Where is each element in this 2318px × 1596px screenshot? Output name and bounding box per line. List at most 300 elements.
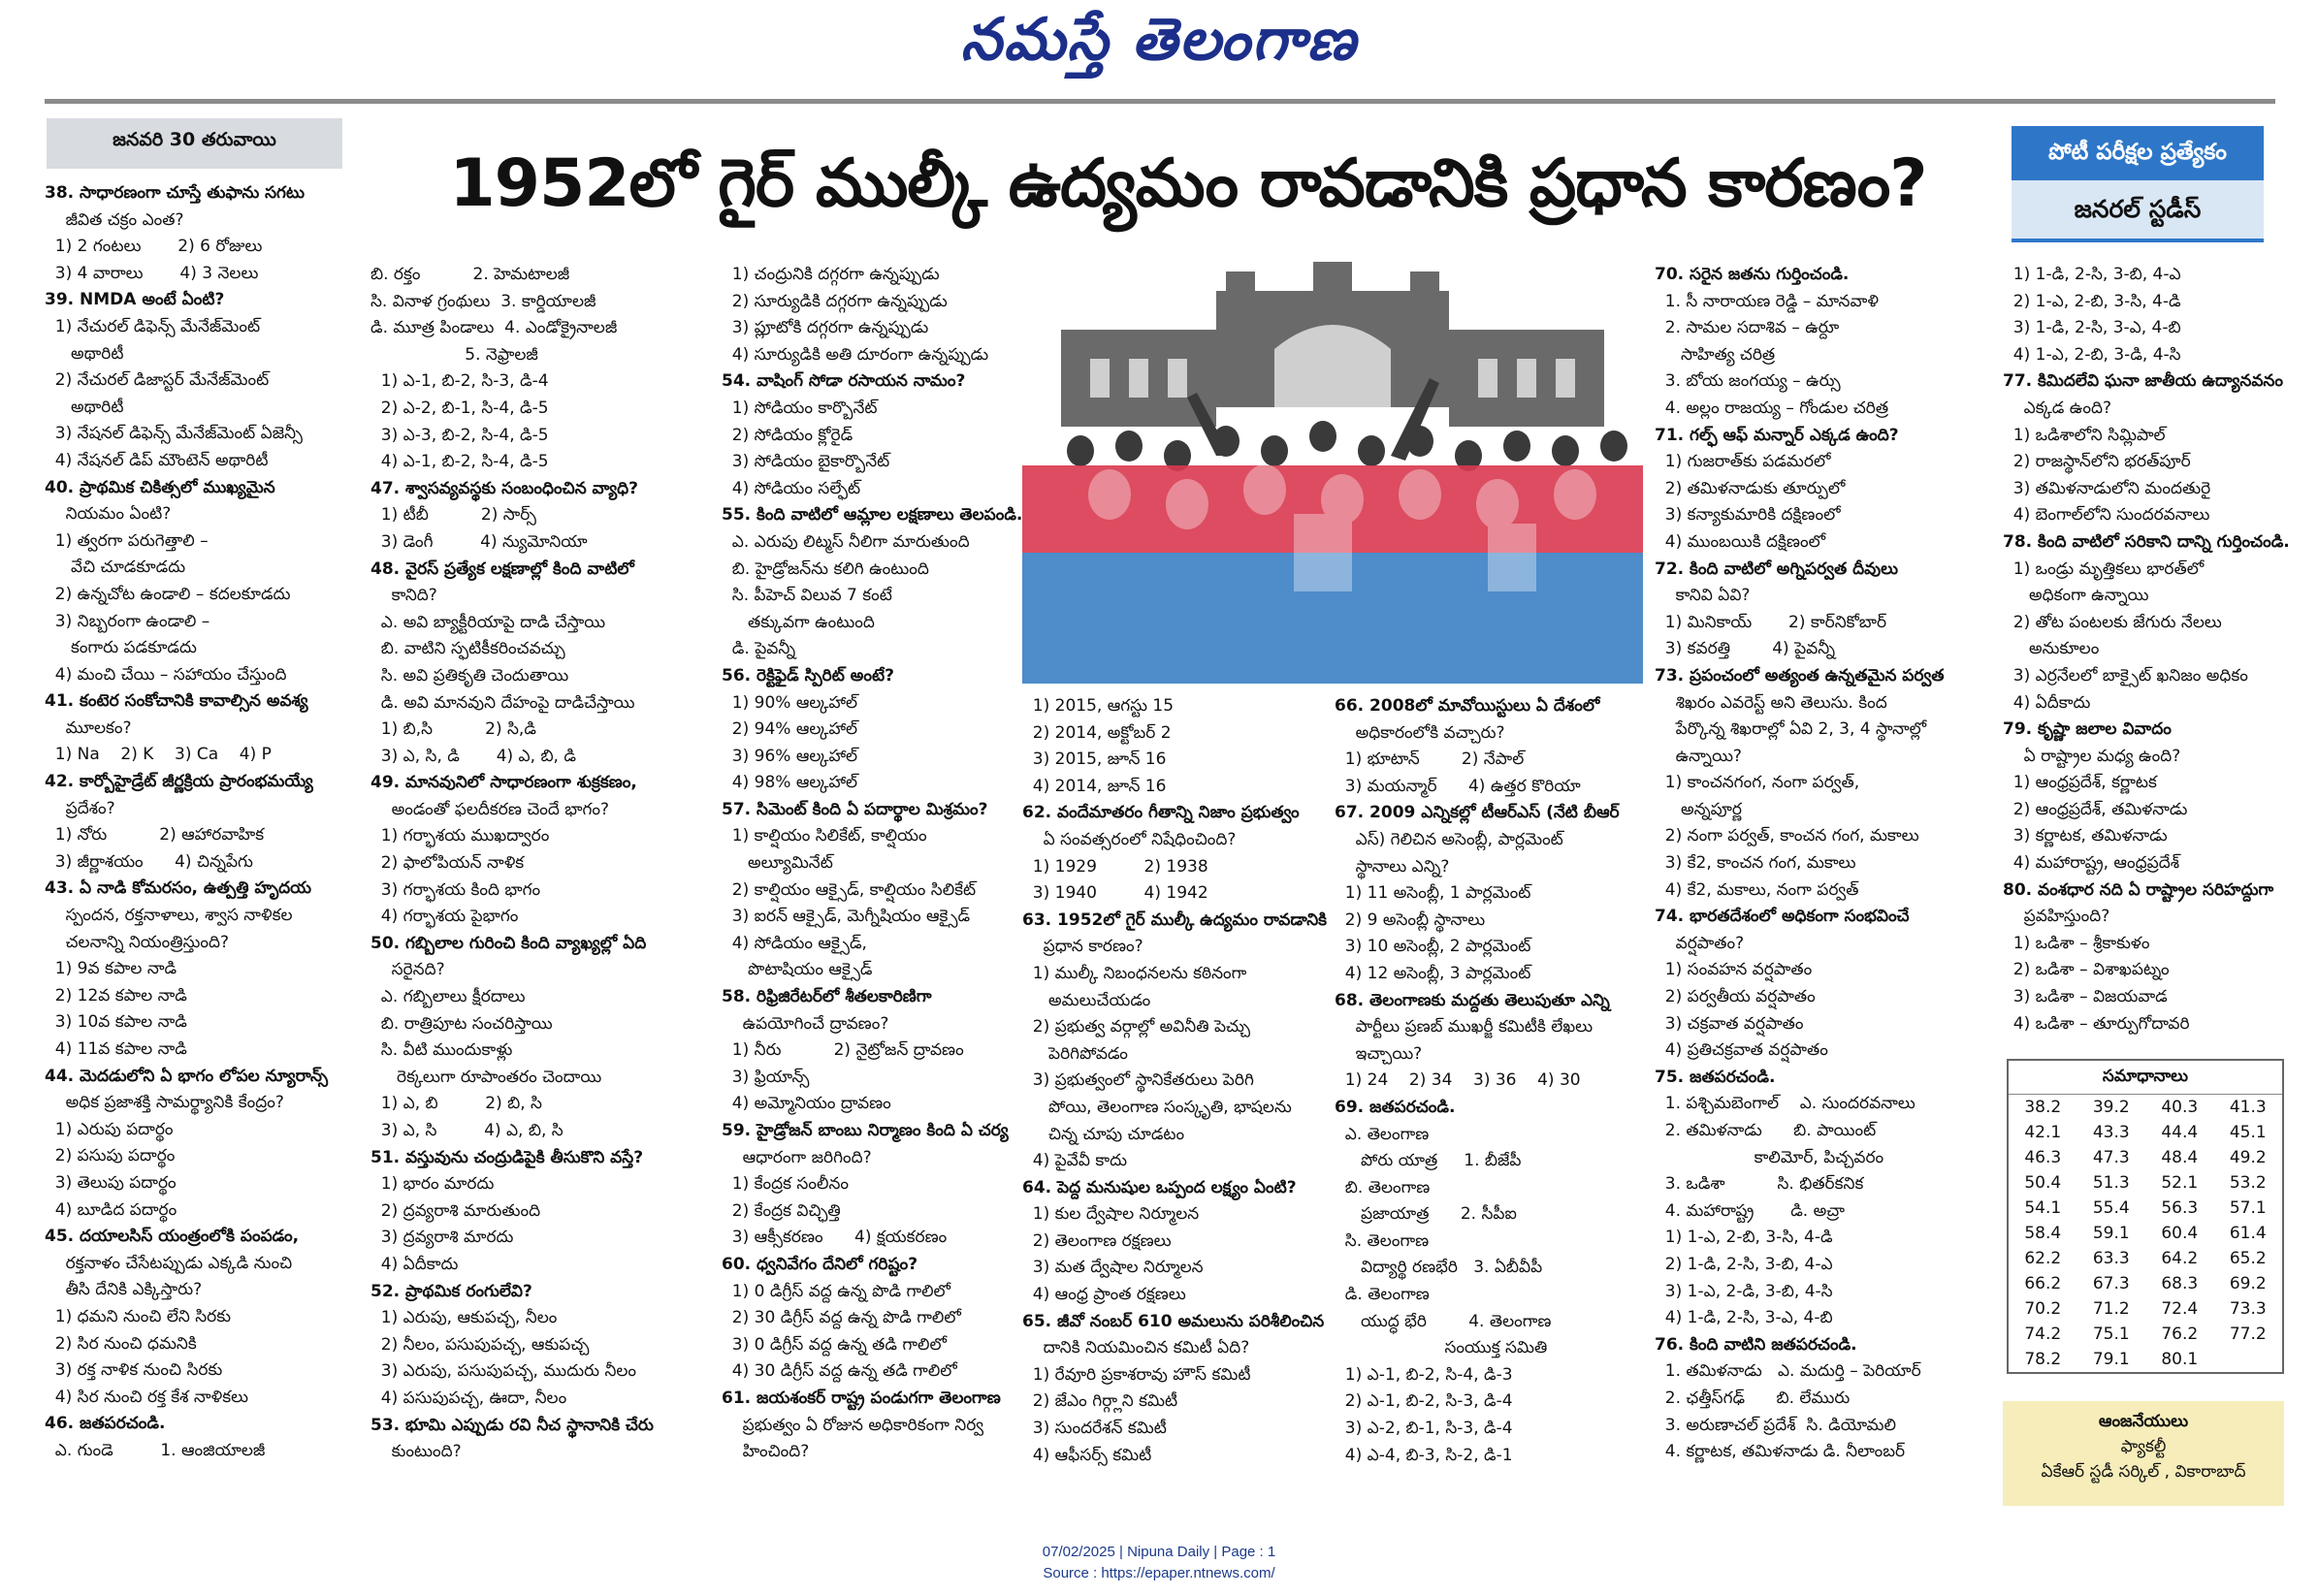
question-line: దానికి నియమించిన కమిటీ ఏది? — [1022, 1338, 1250, 1358]
question-line: 2) 1-డి, 2-సి, 3-బి, 4-ఎ — [1655, 1254, 1833, 1274]
question-line: 3) 1940 4) 1942 — [1022, 883, 1208, 904]
question-line: 2. తమిళనాడు బి. పాయింట్ — [1655, 1121, 1877, 1140]
question-line: బి. హైడ్రోజన్‌ను కలిగి ఉంటుంది — [722, 559, 929, 579]
question-line: డి. పైవన్నీ — [722, 639, 796, 659]
question-line: శిఖరం ఎవరెస్ట్ అని తెలుసు. కింద — [1655, 692, 1887, 713]
question-line: 1. తమిళనాడు ఎ. మదుర్తి – పెరియార్ — [1655, 1361, 1921, 1382]
answer-cell: 45.1 — [2229, 1123, 2267, 1142]
question-line: 4. మహారాష్ట్ర డి. అచ్రా — [1655, 1200, 1845, 1221]
question-line: 2) సిర నుంచి ధమనికి — [45, 1333, 197, 1354]
question-line: 1) సోడియం కార్బొనేట్ — [722, 398, 878, 418]
question-line: 1) ఎ-1, బి-2, సి-3, డి-4 — [370, 371, 549, 392]
question-line: 3) ఆక్సీకరణం 4) క్షయకరణం — [722, 1228, 948, 1248]
question-line: 49. మానవునిలో సాధారణంగా శుక్రకణం, — [370, 773, 637, 793]
question-line: కంగారు పడకూడదు — [45, 638, 197, 658]
question-line: తీసి దేనికి ఎక్కిస్తారు? — [45, 1280, 203, 1300]
question-line: 3) కన్యాకుమారికి దక్షిణంలో — [1655, 505, 1841, 526]
question-line: 3) ఐరన్ ఆక్సైడ్, మెగ్నీషియం ఆక్సైడ్ — [722, 907, 971, 927]
question-line: 2) పర్వతీయ వర్షపాతం — [1655, 987, 1816, 1007]
question-line: ఇచ్చాయి? — [1335, 1043, 1423, 1064]
answer-cell: 61.4 — [2229, 1224, 2267, 1243]
question-line: 2) ఫాలోపియన్ నాళిక — [370, 853, 525, 874]
footer-source-line: Source : https://epaper.ntnews.com/ — [1043, 1565, 1275, 1581]
question-line: 69. జతపరచండి. — [1335, 1097, 1456, 1117]
question-line: 4) ఎ-1, బి-2, సి-4, డి-5 — [370, 452, 549, 472]
question-line: 67. 2009 ఎన్నికల్లో టీఆర్‌ఎస్ (నేటి బీఆర్ — [1335, 803, 1620, 823]
question-line: అనుకూలం — [2003, 639, 2100, 659]
question-line: 2) ఉన్నచోట ఉండాలి – కదలకూడదు — [45, 584, 291, 604]
question-line: 4) ఎ-4, బి-3, సి-2, డి-1 — [1335, 1445, 1513, 1465]
question-line: 4) సిర నుంచి రక్త కేశ నాళికలు — [45, 1387, 249, 1407]
question-line: 3. బోయ జంగయ్య – ఉర్సు — [1655, 371, 1841, 392]
question-line: 3) డెంగీ 4) న్యుమోనియా — [370, 531, 588, 552]
question-line: 2) జేఎం గిర్గ్లాని కమిటీ — [1022, 1391, 1178, 1412]
question-line: 1) 0 డిగ్రీస్ వద్ద ఉన్న పొడి గాలిలో — [722, 1281, 951, 1301]
question-line: 1) గర్భాశయ ముఖద్వారం — [370, 826, 550, 846]
answer-cell: 66.2 — [2024, 1274, 2062, 1293]
question-line: ప్రదేశం? — [45, 798, 115, 818]
question-line: 4) ఏదీకాదు — [370, 1254, 459, 1274]
answer-cell: 55.4 — [2092, 1198, 2130, 1218]
question-line: 52. ప్రాథమిక రంగులేవి? — [370, 1281, 532, 1301]
question-line: 3) 4 వారాలు 4) 3 నెలలు — [45, 263, 259, 283]
question-line: 44. మెదడులోని ఏ భాగం లోపల న్యూరాన్స్ — [45, 1066, 329, 1086]
question-line: డి. మూత్ర పిండాలు 4. ఎండోక్రైనాలజీ — [370, 318, 618, 338]
question-line: 3) మత ద్వేషాల నిర్మూలన — [1022, 1258, 1204, 1278]
question-line: ఎ. గుండె 1. ఆంజియాలజీ — [45, 1440, 266, 1460]
footer-date-line: 07/02/2025 | Nipuna Daily | Page : 1 — [1042, 1544, 1276, 1560]
question-line: రక్తనాళం చేసేటప్పుడు ఎక్కడి నుంచి — [45, 1253, 293, 1273]
protest-illustration — [1022, 262, 1643, 684]
question-line: 2) ప్రభుత్వ వర్గాల్లో అవినీతి పెచ్చు — [1022, 1017, 1250, 1037]
question-line: 4) బూడిద పదార్థం — [45, 1199, 177, 1220]
answer-cell: 60.4 — [2161, 1224, 2199, 1243]
question-line: వేచి చూడకూడదు — [45, 558, 186, 578]
question-line: 2) ఆంధ్రప్రదేశ్, తమిళనాడు — [2003, 799, 2188, 819]
question-line: 3) 1-ఎ, 2-డి, 3-బి, 4-సి — [1655, 1281, 1833, 1301]
question-line: 71. గల్ఫ్ ఆఫ్ మన్నార్ ఎక్కడ ఉంది? — [1655, 425, 1899, 445]
question-line: 1) 2 గంటలు 2) 6 రోజులు — [45, 237, 263, 257]
answer-row — [2009, 1120, 2282, 1145]
question-column-5 — [1335, 693, 1655, 1469]
question-line: 4) ఒడిశా – తూర్పుగోదావరి — [2003, 1013, 2190, 1034]
newspaper-logo: నమస్తే తెలంగాణ — [960, 6, 1358, 74]
question-line: 2) సోడియం క్లోరైడ్ — [722, 425, 853, 445]
question-line: పోయి, తెలంగాణ సంస్కృతి, భాషలను — [1022, 1097, 1292, 1117]
question-line: 2) తోట పంటలకు జేగురు నేలలు — [2003, 612, 2222, 632]
question-line: అల్యూమినేట్ — [722, 853, 833, 874]
question-line: 1) Na 2) K 3) Ca 4) P — [45, 745, 272, 765]
question-line: 2) ఎ-1, బి-2, సి-3, డి-4 — [1335, 1391, 1513, 1412]
question-line: 3) మయన్మార్ 4) ఉత్తర కొరియా — [1335, 776, 1581, 796]
question-line: 3) ఎ-3, బి-2, సి-4, డి-5 — [370, 425, 549, 445]
question-line: 1) ఎ, బి 2) బి, సి — [370, 1094, 542, 1114]
question-line: 2) ద్రవ్యరాశి మారుతుంది — [370, 1200, 541, 1221]
author-box — [2003, 1401, 2284, 1506]
question-line: తక్కువగా ఉంటుంది — [722, 612, 875, 632]
answer-cell: 79.1 — [2092, 1350, 2130, 1369]
question-line: హించింది? — [722, 1442, 810, 1462]
question-line: 2) సూర్యుడికి దగ్గరగా ఉన్నప్పుడు — [722, 291, 948, 311]
answer-cell: 50.4 — [2024, 1173, 2062, 1193]
question-line: 1) నేచురల్ డిఫెన్స్ మేనేజ్‌మెంట్ — [45, 316, 261, 336]
question-line: 3) 10 అసెంబ్లీ, 2 పార్లమెంట్ — [1335, 937, 1531, 957]
question-line: 1) కాంచనగంగ, నంగా పర్వత్, — [1655, 773, 1860, 793]
question-line: 1) టీబీ 2) సార్స్ — [370, 505, 536, 526]
answer-cell: 78.2 — [2024, 1350, 2062, 1369]
question-line: ఎ. ఎరుపు లిట్మస్ నీలిగా మారుతుంది — [722, 531, 970, 552]
question-line: 60. ధ్వనివేగం దేనిలో గరిష్టం? — [722, 1254, 918, 1274]
question-line: 1) చంద్రునికి దగ్గరగా ఉన్నప్పుడు — [722, 265, 940, 284]
question-line: అమలుచేయడం — [1022, 990, 1151, 1010]
question-line: 3) ఎరుపు, పసుపుపచ్చ, ముదురు నీలం — [370, 1361, 637, 1382]
question-line: 2) నంగా పర్వత్, కాంచన గంగ, మకాలు — [1655, 826, 1919, 846]
question-line: 4) సూర్యుడికి అతి దూరంగా ఉన్నప్పుడు — [722, 344, 989, 365]
question-line: 39. NMDA అంటే ఏంటి? — [45, 290, 225, 310]
question-line: 1. సీ నారాయణ రెడ్డి – మానవాళి — [1655, 291, 1879, 311]
question-line: 3) ఒడిశా – విజయవాడ — [2003, 987, 2168, 1007]
question-line: ప్రవహిస్తుంది? — [2003, 907, 2110, 927]
question-line: 4) 1-ఎ, 2-బి, 3-డి, 4-సి — [2003, 344, 2181, 365]
answer-row — [2009, 1271, 2282, 1296]
question-line: యుద్ధ భేరి 4. తెలంగాణ — [1335, 1311, 1552, 1331]
question-line: 3. అరుణాచల్ ప్రదేశ్ సి. డియోమలి — [1655, 1415, 1896, 1435]
question-line: 53. భూమి ఎప్పుడు రవి నీచ స్థానానికి చేరు — [370, 1415, 654, 1435]
question-line: జీవిత చక్రం ఎంత? — [45, 209, 184, 230]
question-line: 2) తమిళనాడుకు తూర్పులో — [1655, 478, 1846, 498]
question-line: 61. జయశంకర్ రాష్ట్ర పండుగగా తెలంగాణ — [722, 1388, 1001, 1408]
question-line: 2) 30 డిగ్రీస్ వద్ద ఉన్న పొడి గాలిలో — [722, 1308, 961, 1328]
category-tags — [2012, 126, 2264, 242]
question-line: స్థానాలు ఎన్ని? — [1335, 856, 1450, 877]
answer-cell: 53.2 — [2229, 1173, 2267, 1193]
author-org: ఏకేఆర్ స్టడీ సర్కిల్ , వికారాబాద్ — [2041, 1462, 2246, 1482]
question-line: వర్షపాతం? — [1655, 933, 1745, 953]
question-line: 66. 2008లో మావోయిస్టులు ఏ దేశంలో — [1335, 696, 1600, 716]
question-line: 4) ప్రతిచక్రవాత వర్షపాతం — [1655, 1040, 1828, 1061]
answer-cell — [2214, 1347, 2283, 1372]
question-line: 4) ఆంధ్ర ప్రాంత రక్షణలు — [1022, 1285, 1186, 1305]
question-line: అథారిటీ — [45, 397, 124, 417]
question-line: ఏ సంవత్సరంలో నిషేధించింది? — [1022, 829, 1237, 849]
question-line: 4) ఆఫీసర్స్ కమిటీ — [1022, 1445, 1152, 1465]
answer-key-title: సమాధానాలు — [2009, 1061, 2282, 1095]
question-line: 3) చక్రవాత వర్షపాతం — [1655, 1013, 1804, 1034]
answer-cell: 63.3 — [2092, 1249, 2130, 1268]
question-line: 3) గర్భాశయ కింది భాగం — [370, 879, 541, 900]
question-line: 75. జతపరచండి. — [1655, 1067, 1776, 1087]
question-column-3 — [722, 262, 1042, 1466]
author-name: ఆంజనేయులు — [2098, 1412, 2189, 1431]
question-line: ఎ. తెలంగాణ — [1335, 1124, 1430, 1144]
question-line: 2) తెలంగాణ రక్షణలు — [1022, 1230, 1172, 1251]
question-line: 3) 2015, జూన్ 16 — [1022, 750, 1167, 770]
question-line: 1) రేవూరి ప్రకాశరావు హౌస్ కమిటీ — [1022, 1364, 1251, 1385]
question-line: 1) నీరు 2) నైట్రోజన్ ద్రావణం — [722, 1040, 964, 1061]
answer-cell: 42.1 — [2024, 1123, 2062, 1142]
answer-cell: 76.2 — [2161, 1325, 2199, 1344]
question-line: మూలకం? — [45, 718, 132, 738]
question-line: 4) పసుపుపచ్చ, ఊదా, నీలం — [370, 1388, 567, 1408]
question-line: ప్రధాన కారణం? — [1022, 937, 1143, 957]
question-line: 3) 96% ఆల్కహాల్ — [722, 746, 858, 766]
question-line: కుంటుంది? — [370, 1442, 462, 1462]
question-line: 2) 12వ కపాల నాడి — [45, 985, 187, 1005]
answer-row — [2009, 1347, 2282, 1372]
question-line: 2) నేచురల్ డిజాస్టర్ మేనేజ్‌మెంట్ — [45, 370, 270, 391]
question-line: 78. కింది వాటిలో సరికాని దాన్ని గుర్తించండి. — [2003, 531, 2290, 552]
general-studies-tag: జనరల్ స్టడీస్ — [2012, 180, 2264, 242]
question-line: పోరు యాత్ర 1. బీజేపీ — [1335, 1151, 1522, 1171]
question-column-4 — [1022, 693, 1342, 1469]
question-line: 4) 30 డిగ్రీస్ వద్ద ఉన్న తడి గాలిలో — [722, 1361, 957, 1382]
question-line: 3) జీర్ణాశయం 4) చిన్నపేగు — [45, 851, 253, 872]
question-line: బి. వాటిని స్ఫటికీకరించవచ్చు — [370, 639, 565, 659]
question-line: స్పందన, రక్తనాళాలు, శ్వాస నాళికల — [45, 906, 293, 926]
question-line: 1) 9వ కపాల నాడి — [45, 959, 177, 979]
question-line: 4) బెంగాల్‌లోని సుందరవనాలు — [2003, 505, 2210, 526]
answer-cell: 46.3 — [2024, 1148, 2062, 1167]
answer-cell: 80.1 — [2161, 1350, 2199, 1369]
question-line: 3) సోడియం బైకార్బొనేట్ — [722, 452, 890, 472]
question-line: 4) 2014, జూన్ 16 — [1022, 776, 1167, 796]
question-line: 1) ఒడిశాలోని సిమ్లిపాల్ — [2003, 425, 2166, 445]
question-line: 63. 1952లో గైర్ ముల్కీ ఉద్యమం రావడానికి — [1022, 910, 1327, 930]
question-line: 56. రెక్టిఫైడ్ స్పిరిట్ అంటే? — [722, 665, 894, 686]
question-line: 41. కంటెర సంకోచానికి కావాల్సిన అవశ్య — [45, 691, 308, 712]
question-line: 3) ఎ, సి, డి 4) ఎ, బి, డి — [370, 746, 576, 766]
question-line: 3) తెలుపు పదార్థం — [45, 1172, 177, 1193]
answer-row — [2009, 1196, 2282, 1221]
question-line: 1) గుజరాత్‌కు పడమరలో — [1655, 452, 1831, 472]
question-line: ఆధారంగా జరిగింది? — [722, 1147, 872, 1167]
question-line: 3) 10వ కపాల నాడి — [45, 1012, 187, 1033]
question-line: 1) భారం మారదు — [370, 1174, 495, 1195]
answer-cell: 75.1 — [2092, 1325, 2130, 1344]
answer-row — [2009, 1170, 2282, 1196]
question-line: 1) బి,సి 2) సి,డి — [370, 719, 536, 740]
answer-cell: 69.2 — [2229, 1274, 2267, 1293]
question-line: 2) ఎ-2, బి-1, సి-4, డి-5 — [370, 398, 549, 418]
question-line: 4) 11వ కపాల నాడి — [45, 1039, 187, 1059]
answer-row — [2009, 1296, 2282, 1322]
question-line: 1) కుల ద్వేషాల నిర్మూలన — [1022, 1204, 1200, 1225]
question-line: 3) సుందరేశన్ కమిటీ — [1022, 1419, 1167, 1439]
question-line: 1) ఒండ్రు మృత్తికలు భారత్‌లో — [2003, 559, 2205, 579]
question-line: 1) 1929 2) 1938 — [1022, 856, 1208, 877]
question-line: 1) భూటాన్ 2) నేపాల్ — [1335, 750, 1525, 770]
page-headline: 1952లో గైర్ ముల్కీ ఉద్యమం రావడానికి ప్రధాన కారణం? — [449, 145, 1927, 222]
answer-row — [2009, 1322, 2282, 1347]
answer-cell: 54.1 — [2024, 1198, 2062, 1218]
question-line: 73. ప్రపంచంలో అత్యంత ఉన్నతమైన పర్వత — [1655, 665, 1945, 686]
answer-row — [2009, 1095, 2282, 1120]
question-line: 4) అమ్మోనియం ద్రావణం — [722, 1094, 891, 1114]
answer-cell: 65.2 — [2229, 1249, 2267, 1268]
question-line: 3) నేషనల్ డిఫెన్స్ మేనేజ్‌మెంట్ ఏజెన్సీ — [45, 424, 303, 444]
question-line: 74. భారతదేశంలో అధికంగా సంభవించే — [1655, 907, 1910, 927]
question-line: 76. కింది వాటిని జతపరచండి. — [1655, 1334, 1857, 1355]
question-line: 2) 94% ఆల్కహాల్ — [722, 719, 858, 740]
answer-cell: 51.3 — [2092, 1173, 2130, 1193]
question-line: అధికారంలోకి వచ్చారు? — [1335, 722, 1505, 743]
question-line: 38. సాధారణంగా చూస్తే తుఫాను సగటు — [45, 183, 305, 203]
answer-cell: 64.2 — [2161, 1249, 2199, 1268]
question-line: 2) పసుపు పదార్థం — [45, 1146, 176, 1166]
question-line: సి. పీహెచ్ విలువ 7 కంటే — [722, 586, 892, 606]
question-line: 62. వందేమాతరం గీతాన్ని నిజాం ప్రభుత్వం — [1022, 803, 1300, 823]
protest-photo — [1022, 262, 1643, 684]
question-line: 5. నెఫ్రాలజీ — [370, 344, 538, 365]
question-line: 47. శ్వాసవ్యవస్థకు సంబంధించిన వ్యాధి? — [370, 478, 639, 498]
question-line: 2) 2014, అక్టోబర్ 2 — [1022, 722, 1172, 743]
question-line: ఎస్) గెలిచిన అసెంబ్లీ, పార్లమెంట్ — [1335, 829, 1563, 849]
question-line: 45. దయాలసిస్ యంత్రంలోకి పంపడం, — [45, 1227, 300, 1247]
question-line: 3) కవరత్తి 4) పైవన్నీ — [1655, 639, 1835, 659]
question-line: 46. జతపరచండి. — [45, 1414, 166, 1434]
answer-row — [2009, 1221, 2282, 1246]
question-line: సి. అవి ప్రతికృతి చెందుతాయి — [370, 665, 569, 686]
question-line: 68. తెలంగాణకు మద్దతు తెలుపుతూ ఎన్ని — [1335, 990, 1610, 1010]
question-line: కానివి ఏవి? — [1655, 586, 1751, 606]
question-line: అండంతో ఫలదీకరణ చెందే భాగం? — [370, 799, 610, 819]
question-line: 4) కే2, మకాలు, నంగా పర్వత్ — [1655, 879, 1859, 900]
answer-cell: 52.1 — [2161, 1173, 2199, 1193]
question-line: డి. తెలంగాణ — [1335, 1285, 1430, 1305]
question-line: 55. కింది వాటిలో ఆమ్లాల లక్షణాలు తెలపండి. — [722, 505, 1023, 526]
question-line: 3) తమిళనాడులోని మందతురై — [2003, 478, 2211, 498]
question-line: 4) 98% ఆల్కహాల్ — [722, 773, 858, 793]
question-line: 43. ఏ నాడి కోమరసం, ఉత్పత్తి హృదయ — [45, 878, 312, 899]
question-line: అథారిటీ — [45, 343, 124, 364]
answer-cell: 39.2 — [2092, 1098, 2130, 1117]
question-line: విద్యార్థి రణభేరి 3. ఏబీవీపీ — [1335, 1258, 1543, 1278]
question-line: అన్నపూర్ణ — [1655, 799, 1742, 819]
question-column-1 — [45, 180, 365, 1465]
question-line: 64. పెద్ద మనుషుల ఒప్పంద లక్ష్యం ఏంటి? — [1022, 1177, 1297, 1197]
competitive-exam-tag: పోటీ పరీక్షల ప్రత్యేకం — [2012, 126, 2264, 180]
answer-cell: 56.3 — [2161, 1198, 2199, 1218]
question-line: 3) ప్రభుత్వంలో స్థానికేతరులు పెరిగి — [1022, 1070, 1254, 1091]
question-line: 79. కృష్ణా జలాల వివాదం — [2003, 719, 2172, 740]
answer-row — [2009, 1145, 2282, 1170]
question-line: ఎ. గబ్బిలాలు క్షీరదాలు — [370, 987, 526, 1007]
question-line: చిన్న చూపు చూడటం — [1022, 1124, 1185, 1144]
question-line: చలనాన్ని నియంత్రిస్తుంది? — [45, 932, 230, 952]
question-line: 2) కాల్షియం ఆక్సైడ్, కాల్షియం సిలికేట్ — [722, 879, 977, 900]
question-line: 50. గబ్బిలాల గురించి కింది వ్యాఖ్యల్లో ఏది — [370, 933, 647, 953]
answer-cell: 49.2 — [2229, 1148, 2267, 1167]
question-line: 2) 9 అసెంబ్లీ స్థానాలు — [1335, 910, 1486, 930]
question-line: 2) కేంద్రక విచ్ఛిత్తి — [722, 1200, 841, 1221]
question-line: 3) ఎ-2, బి-1, సి-3, డి-4 — [1335, 1419, 1513, 1439]
question-line: 4) మహారాష్ట్ర, ఆంధ్రప్రదేశ్ — [2003, 853, 2180, 874]
question-line: ప్రజాయాత్ర 2. సీపీఐ — [1335, 1204, 1517, 1225]
question-line: 2. ఛత్తీస్‌గఢ్ బి. లేమురు — [1655, 1388, 1851, 1408]
question-line: 3) ప్లూటోకి దగ్గరగా ఉన్నప్పుడు — [722, 318, 929, 338]
question-line: 3) ఫ్రియాన్స్ — [722, 1067, 810, 1087]
question-line: 4) ఏదీకాదు — [2003, 692, 2091, 713]
question-line: 2) ఒడిశా – విశాఖపట్నం — [2003, 960, 2170, 980]
question-line: 1) ఒడిశా – శ్రీకాకుళం — [2003, 933, 2150, 953]
question-line: 2) 1-ఎ, 2-బి, 3-సి, 4-డి — [2003, 291, 2181, 311]
question-line: సరైనది? — [370, 960, 445, 980]
question-column-6 — [1655, 262, 1984, 1466]
question-line: 1) ఎరుపు, ఆకుపచ్చ, నీలం — [370, 1308, 558, 1328]
question-line: సంయుక్త సమితి — [1335, 1338, 1548, 1358]
question-line: సి. వీటి ముందుకాళ్లు — [370, 1040, 513, 1061]
question-line: 72. కింది వాటిలో అగ్నిపర్వత దీవులు — [1655, 559, 1899, 579]
author-role: ఫ్యాకల్టీ — [2120, 1437, 2167, 1456]
question-line: ఉపయోగించే ద్రావణం? — [722, 1013, 889, 1034]
question-line: 1) ఎరుపు పదార్థం — [45, 1119, 174, 1139]
question-line: 3) 0 డిగ్రీస్ వద్ద ఉన్న తడి గాలిలో — [722, 1334, 947, 1355]
question-line: 1) 1-ఎ, 2-బి, 3-సి, 4-డి — [1655, 1228, 1833, 1248]
question-line: పొటాషియం ఆక్సైడ్ — [722, 960, 873, 980]
answer-cell: 57.1 — [2229, 1198, 2267, 1218]
question-line: 1) నోరు 2) ఆహారవాహిక — [45, 825, 265, 846]
question-line: 65. జీవో నంబర్ 610 అమలును పరిశీలించిన — [1022, 1311, 1325, 1331]
answer-row — [2009, 1246, 2282, 1271]
question-line: 3. ఒడిశా సి. భితర్‌కనిక — [1655, 1174, 1864, 1195]
question-line: అధిక ప్రజాశక్తి సామర్థ్యానికి కేంద్రం? — [45, 1093, 284, 1113]
question-line: సి. తెలంగాణ — [1335, 1230, 1430, 1251]
question-line: ఏ రాష్ట్రాల మధ్య ఉంది? — [2003, 746, 2181, 766]
answer-cell: 70.2 — [2024, 1299, 2062, 1319]
question-line: కాలిమోర్, పిచ్చవరం — [1655, 1147, 1884, 1167]
continuation-tag: జనవరి 30 తరువాయి — [47, 118, 342, 169]
question-line: 2. సామల సదాశివ – ఉర్దూ — [1655, 318, 1840, 338]
question-line: ప్రభుత్వం ఏ రోజున అధికారికంగా నిర్వ — [722, 1415, 984, 1435]
answer-cell: 67.3 — [2092, 1274, 2130, 1293]
page-footer — [0, 1542, 2318, 1584]
question-line: పార్టీలు ప్రణబ్ ముఖర్జీ కమిటీకి లేఖలు — [1335, 1017, 1594, 1037]
question-line: 4. అల్లం రాజయ్య – గోండుల చరిత్ర — [1655, 398, 1889, 418]
answer-cell: 77.2 — [2229, 1325, 2267, 1344]
question-line: 4) సోడియం సల్ఫేట్ — [722, 478, 861, 498]
question-line: 3) 1-డి, 2-సి, 3-ఎ, 4-బి — [2003, 318, 2181, 338]
question-line: 3) కర్ణాటక, తమిళనాడు — [2003, 826, 2168, 846]
answer-cell: 44.4 — [2161, 1123, 2199, 1142]
question-line: 59. హైడ్రోజన్ బాంబు నిర్మాణం కింది ఏ చర్య — [722, 1121, 1009, 1140]
answer-cell: 72.4 — [2161, 1299, 2199, 1319]
question-line: 3) రక్త నాళిక నుంచి సిరకు — [45, 1360, 223, 1381]
question-line: రెక్కలుగా రూపాంతరం చెందాయి — [370, 1067, 602, 1087]
question-line: 2) నీలం, పసుపుపచ్చ, ఆకుపచ్చ — [370, 1334, 590, 1355]
question-line: బి. రక్తం 2. హెమటాలజీ — [370, 265, 570, 284]
question-line: సాహిత్య చరిత్ర — [1655, 344, 1776, 365]
question-line: నియమం ఏంటి? — [45, 504, 172, 525]
question-line: 4) 12 అసెంబ్లీ, 3 పార్లమెంట్ — [1335, 963, 1531, 983]
question-line: 4) మంచి చేయి – సహాయం చేస్తుంది — [45, 664, 287, 685]
question-line: 54. వాషింగ్ సోడా రసాయన నామం? — [722, 371, 966, 392]
answer-cell: 71.2 — [2092, 1299, 2130, 1319]
question-line: 4) పైవేవీ కాదు — [1022, 1151, 1127, 1171]
question-line: 4) సోడియం ఆక్సైడ్, — [722, 933, 867, 953]
question-line: 3) ఎర్రనేలలో బాక్సైట్ ఖనిజం అధికం — [2003, 665, 2248, 686]
question-line: 1) సంవహన వర్షపాతం — [1655, 960, 1813, 980]
question-line: 48. వైరస్ ప్రత్యేక లక్షణాల్లో కింది వాటిలో — [370, 559, 634, 579]
question-line: 80. వంశధార నది ఏ రాష్ట్రాల సరిహద్దుగా — [2003, 879, 2274, 900]
answer-cell: 62.2 — [2024, 1249, 2062, 1268]
question-line: 57. సిమెంట్ కింది ఏ పదార్థాల మిశ్రమం? — [722, 799, 988, 819]
question-line: 1) ముల్కీ నిబంధనలను కఠినంగా — [1022, 963, 1247, 983]
answer-cell: 59.1 — [2092, 1224, 2130, 1243]
question-line: 77. కిమిదలేవి ఘనా జాతీయ ఉద్యానవనం — [2003, 371, 2283, 392]
answer-cell: 47.3 — [2092, 1148, 2130, 1167]
question-line: 40. ప్రాథమిక చికిత్సలో ముఖ్యమైన — [45, 477, 275, 497]
answer-cell: 48.4 — [2161, 1148, 2199, 1167]
